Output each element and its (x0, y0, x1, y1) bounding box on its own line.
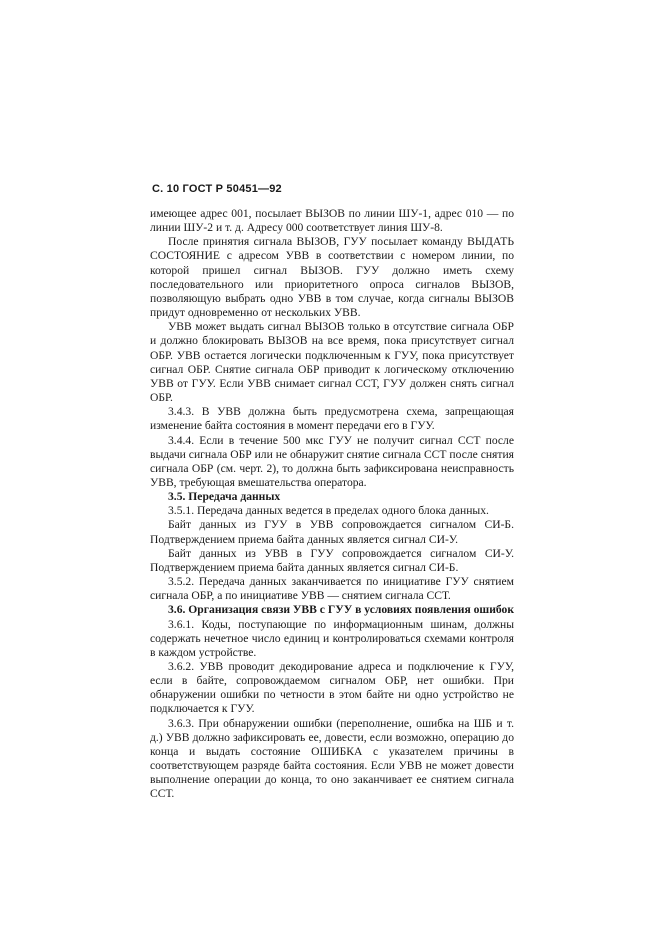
section-heading: 3.5. Передача данных (168, 490, 281, 504)
paragraph: 3.4.4. Если в течение 500 мкс ГУУ не получит сигнал ССТ после выдачи сигнала ОБР или не обнаружит снятие сигнала ССТ после снятия сигнала ОБР (см. черт. 2), то должна быть зафиксирована неисправность УВВ, требующая вмешательства оператора. (150, 433, 514, 489)
paragraph: Байт данных из ГУУ в УВВ сопровождается сигналом СИ-Б. Подтверждением приема байта данных является сигнал СИ-У. (150, 518, 514, 546)
paragraph: Байт данных из УВВ в ГУУ сопровождается сигналом СИ-У. Подтверждением приема байта данных является сигнал СИ-Б. (150, 546, 514, 574)
page-header: С. 10 ГОСТ Р 50451—92 (152, 183, 282, 195)
paragraph: 3.6.3. При обнаружении ошибки (переполнение, ошибка на ШБ и т. д.) УВВ должно зафиксировать ее, довести, если возможно, операцию до конца и выдать состояние ОШИБКА с указателем причины в соответствующем разряде байта состояния. Если УВВ не может довести выполнение операции до конца, то оно заканчивает ее снятием сигнала ССТ. (150, 716, 514, 801)
paragraph: УВВ может выдать сигнал ВЫЗОВ только в отсутствие сигнала ОБР и должно блокировать ВЫЗОВ на все время, пока присутствует сигнал ОБР. УВВ остается логически подключенным к ГУУ, пока присутствует сигнал ОБР. Снятие сигнала ОБР приводит к логическому отключению УВВ от ГУУ. Если УВВ снимает сигнал ССТ, ГУУ должен снять сигнал ОБР. (150, 320, 514, 405)
paragraph: После принятия сигнала ВЫЗОВ, ГУУ посылает команду ВЫДАТЬ СОСТОЯНИЕ с адресом УВВ в соответствии с номером линии, по которой пришел сигнал ВЫЗОВ. ГУУ должно иметь схему последовательного или приоритетного опроса сигналов ВЫЗОВ, позволяющую выбрать одно УВВ в том случае, когда сигналы ВЫЗОВ придут одновременно от нескольких УВВ. (150, 235, 514, 320)
paragraph: 3.5.1. Передача данных ведется в пределах одного блока данных. (168, 504, 489, 518)
paragraph: 3.6.2. УВВ проводит декодирование адреса и подключение к ГУУ, если в байте, сопровождаемом сигналом ОБР, нет ошибки. При обнаружении ошибки по четности в этом байте ни одно устройство не подключается к ГУУ. (150, 660, 514, 716)
document-body (150, 207, 514, 802)
paragraph: 3.4.3. В УВВ должна быть предусмотрена схема, запрещающая изменение байта состояния в момент передачи его в ГУУ. (150, 405, 514, 433)
paragraph: имеющее адрес 001, посылает ВЫЗОВ по линии ШУ-1, адрес 010 — по линии ШУ-2 и т. д. Адресу 000 соответствует линия ШУ-8. (150, 207, 514, 235)
paragraph: 3.5.2. Передача данных заканчивается по инициативе ГУУ снятием сигнала ОБР, а по инициативе УВВ — снятием сигнала ССТ. (150, 575, 514, 603)
section-heading: 3.6. Организация связи УВВ с ГУУ в условиях появления ошибок (168, 603, 515, 617)
paragraph: 3.6.1. Коды, поступающие по информационным шинам, должны содержать нечетное число единиц и контролироваться схемами контроля в каждом устройстве. (150, 617, 514, 659)
